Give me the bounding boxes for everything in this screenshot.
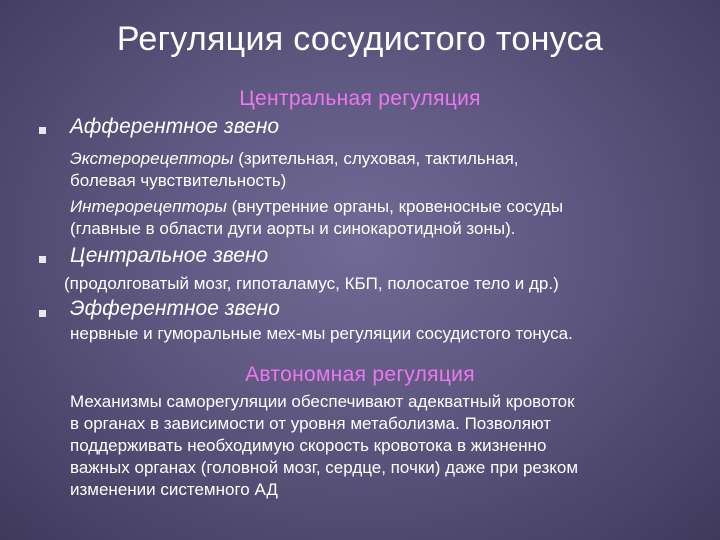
- intero-line: [70, 196, 563, 218]
- extero-line-2: болевая чувствительность): [70, 171, 287, 190]
- central-link-detail: (продолговатый мозг, гипоталамус, КБП, полосатое тело и др.): [64, 274, 559, 293]
- autonomous-text-line: поддерживать необходимую скорость кровотока в жизненно: [70, 436, 547, 455]
- square-bullet-icon: [39, 127, 46, 134]
- extero-term: Экстерорецепторы: [70, 149, 234, 168]
- square-bullet-icon: [39, 256, 46, 263]
- efferent-detail: нервные и гуморальные мех-мы регуляции сосудистого тонуса.: [70, 324, 573, 343]
- intero-line-2: (главные в области дуги аорты и синокаротидной зоны).: [70, 219, 516, 238]
- autonomous-text-line: изменении системного АД: [70, 480, 278, 499]
- afferent-label: Афферентное звено: [70, 115, 280, 138]
- autonomous-text-line: в органах в зависимости от уровня метаболизма. Позволяют: [70, 414, 552, 433]
- square-bullet-icon: [39, 310, 46, 317]
- autonomous-text-line: важных органах (головной мозг, сердце, почки) даже при резком: [70, 458, 579, 477]
- autonomous-regulation-heading: Автономная регуляция: [245, 363, 475, 386]
- autonomous-text-line: Механизмы саморегуляции обеспечивают адекватный кровоток: [70, 392, 575, 411]
- extero-description: (зрительная, слуховая, тактильная,: [233, 149, 519, 168]
- intero-term: Интерорецепторы: [70, 197, 227, 216]
- slide-title: Регуляция сосудистого тонуса: [116, 20, 604, 58]
- intero-description: (внутренние органы, кровеносные сосуды: [226, 197, 564, 216]
- efferent-label: Эфферентное звено: [70, 297, 280, 320]
- extero-line: [70, 148, 519, 170]
- central-link-label: Центральное звено: [70, 244, 269, 267]
- central-regulation-heading: Центральная регуляция: [239, 87, 481, 110]
